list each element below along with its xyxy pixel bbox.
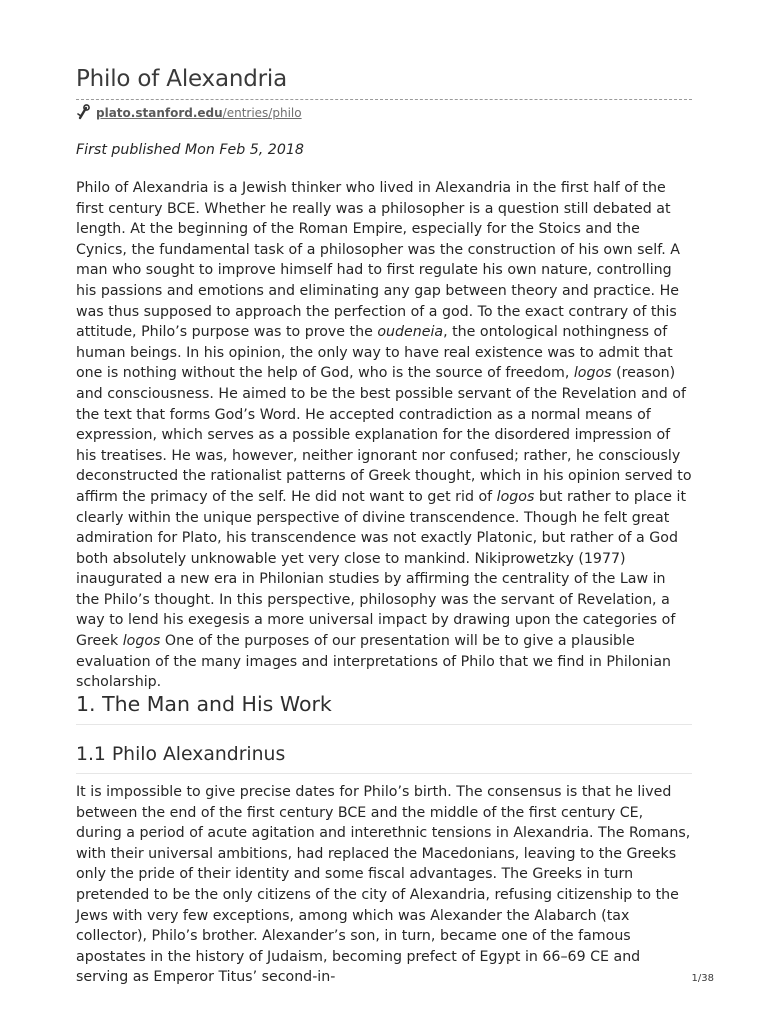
source-link[interactable]: plato.stanford.edu/entries/philo: [96, 106, 302, 120]
title-divider: [76, 99, 692, 100]
page-number: 1/38: [691, 973, 714, 984]
section-divider: [76, 724, 692, 725]
page-title: Philo of Alexandria: [76, 66, 287, 92]
published-date: First published Mon Feb 5, 2018: [76, 142, 304, 158]
source-line: [76, 104, 302, 122]
subsection-divider: [76, 773, 692, 774]
wrench-link-icon: [76, 104, 96, 123]
section-heading: 1. The Man and His Work: [76, 692, 332, 716]
intro-paragraph: Philo of Alexandria is a Jewish thinker who lived in Alexandria in the first half of the first century BCE. Whether he really was a philosopher is a question still debated at length. At the beginning of the Roman Empire, especially for the Stoics and the Cynics, the fundamental task of a philosopher was the construction of his own self. A man who sought to improve himself had to first regulate his own nature, controlling his passions and emotions and eliminating any gap between theory and practice. He was thus supposed to approach the perfection of a god. To the exact contrary of this attitude, Philo’s purpose was to prove the oudeneia, the ontological nothingness of human beings. In his opinion, the only way to have real existence was to admit that one is nothing without the help of God, who is the source of freedom, logos (reason) and consciousness. He aimed to be the best possible servant of the Revelation and of the text that forms God’s Word. He accepted contradiction as a normal means of expression, which serves as a possible explanation for the disordered impression of his treatises. He was, however, neither ignorant nor confused; rather, he consciously deconstructed the rationalist patterns of Greek thought, which in his opinion served to affirm the primacy of the self. He did not want to get rid of logos but rather to place it clearly within the unique perspective of divine transcendence. Though he felt great admiration for Plato, his transcendence was not exactly Platonic, but rather of a God both absolutely unknowable yet very close to mankind. Nikiprowetzky (1977) inaugurated a new era in Philonian studies by affirming the centrality of the Law in the Philo’s thought. In this perspective, philosophy was the servant of Revelation, a way to lend his exegesis a more universal impact by drawing upon the categories of Greek logos One of the purposes of our presentation will be to give a plausible evaluation of the many images and interpretations of Philo that we find in Philonian scholarship.: [76, 180, 692, 691]
subsection-heading: 1.1 Philo Alexandrinus: [76, 744, 286, 765]
subsection-paragraph: It is impossible to give precise dates for Philo’s birth. The consensus is that he lived between the end of the first century BCE and the middle of the first century CE, during a period of acute agitation and interethnic tensions in Alexandria. The Romans, with their universal ambitions, had replaced the Macedonians, leaving to the Greeks only the pride of their identity and some fiscal advantages. The Greeks in turn pretended to be the only citizens of the city of Alexandria, refusing citizenship to the Jews with very few exceptions, among which was Alexander the Alabarch (tax collector), Philo’s brother. Alexander’s son, in turn, became one of the famous apostates in the history of Judaism, becoming prefect of Egypt in 66–69 CE and serving as Emperor Titus’ second-in-: [76, 784, 691, 986]
